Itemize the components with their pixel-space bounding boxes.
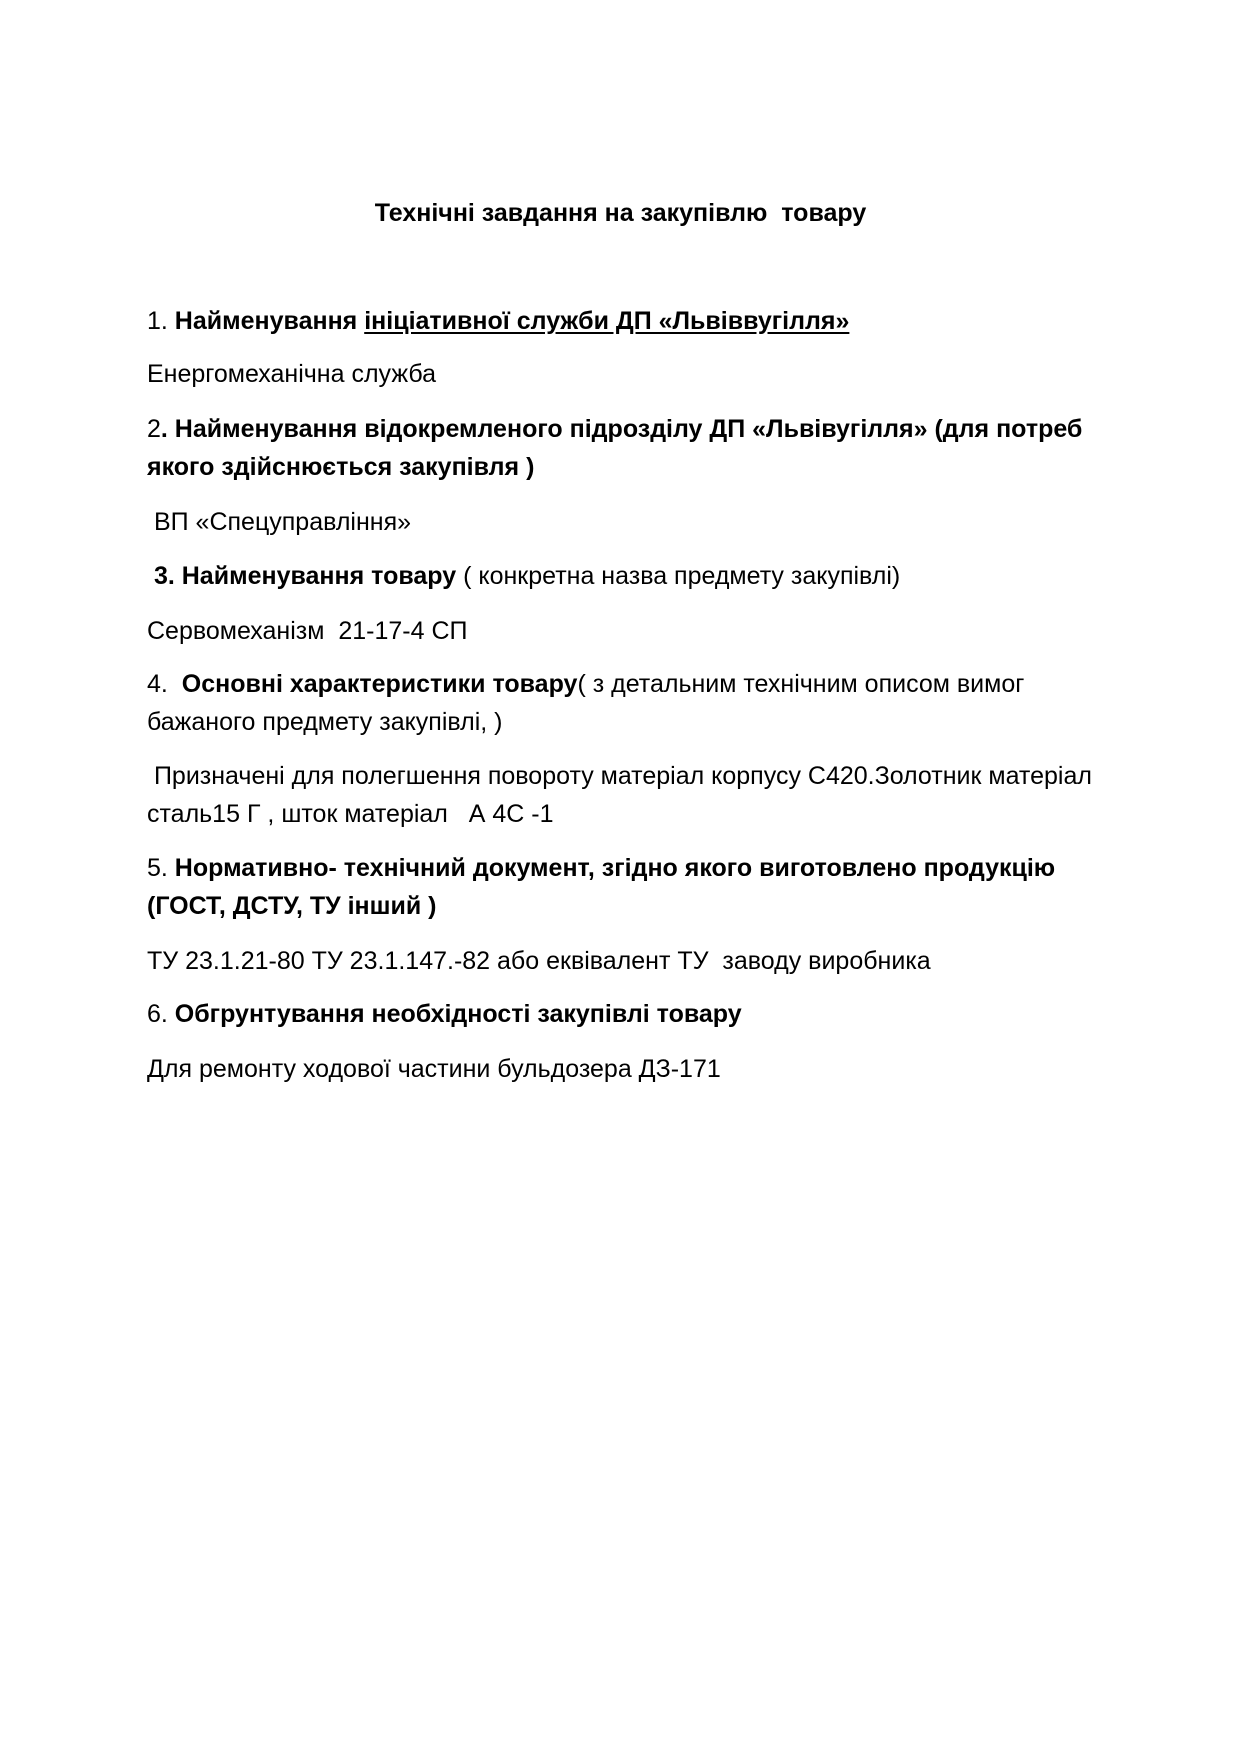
section-3-heading-bold: 3. Найменування товару — [147, 562, 457, 590]
section-5-heading — [147, 849, 1117, 925]
section-3-answer: Сервомеханізм 21-17-4 СП — [147, 617, 468, 645]
section-1-heading-bold: Найменування — [174, 307, 365, 335]
section-5-answer: ТУ 23.1.21-80 ТУ 23.1.147.-82 або еквівалент ТУ заводу виробника — [147, 947, 931, 975]
section-1-heading-underlined: ініціативної служби ДП «Львіввугілля» — [364, 307, 850, 335]
section-3-heading — [147, 557, 1117, 595]
document-title: Технічні завдання на закупівлю товару — [374, 199, 867, 227]
section-1-number: 1. — [147, 307, 175, 335]
section-1-answer: Енергомеханічна служба — [147, 360, 436, 388]
section-2-number: 2 — [147, 415, 161, 443]
section-2-answer: ВП «Спецуправління» — [147, 508, 412, 536]
section-4-answer: Призначені для полегшення повороту матеріал корпусу С420.Золотник матеріал сталь15 Г , шток матеріал А 4С -1 — [147, 762, 1099, 828]
section-6-number: 6. — [147, 1000, 175, 1028]
section-4-heading — [147, 665, 1117, 741]
section-2-heading — [147, 410, 1117, 486]
section-5-heading-bold: Нормативно- технічний документ, згідно якого виготовлено продукцію (ГОСТ, ДСТУ, ТУ інший ) — [147, 854, 1063, 920]
section-3-heading-normal: ( конкретна назва предмету закупівлі) — [456, 562, 901, 590]
section-6-heading-bold: Обгрунтування необхідності закупівлі товару — [174, 1000, 742, 1028]
section-6-answer: Для ремонту ходової частини бульдозера ДЗ-171 — [147, 1055, 721, 1083]
section-4-heading-bold: Основні характеристики товару — [181, 670, 578, 698]
section-6-heading — [147, 995, 1117, 1033]
section-4-number: 4. — [147, 670, 182, 698]
section-5-number: 5. — [147, 854, 175, 882]
section-4-heading-normal: ( з детальним технічним описом вимог бажаного предмету закупівлі, ) — [147, 670, 1032, 736]
section-1-heading — [147, 302, 1117, 340]
section-2-heading-bold: . Найменування відокремленого підрозділу ДП «Львівугілля» (для потреб якого здійснюється закупівля ) — [147, 415, 1090, 481]
